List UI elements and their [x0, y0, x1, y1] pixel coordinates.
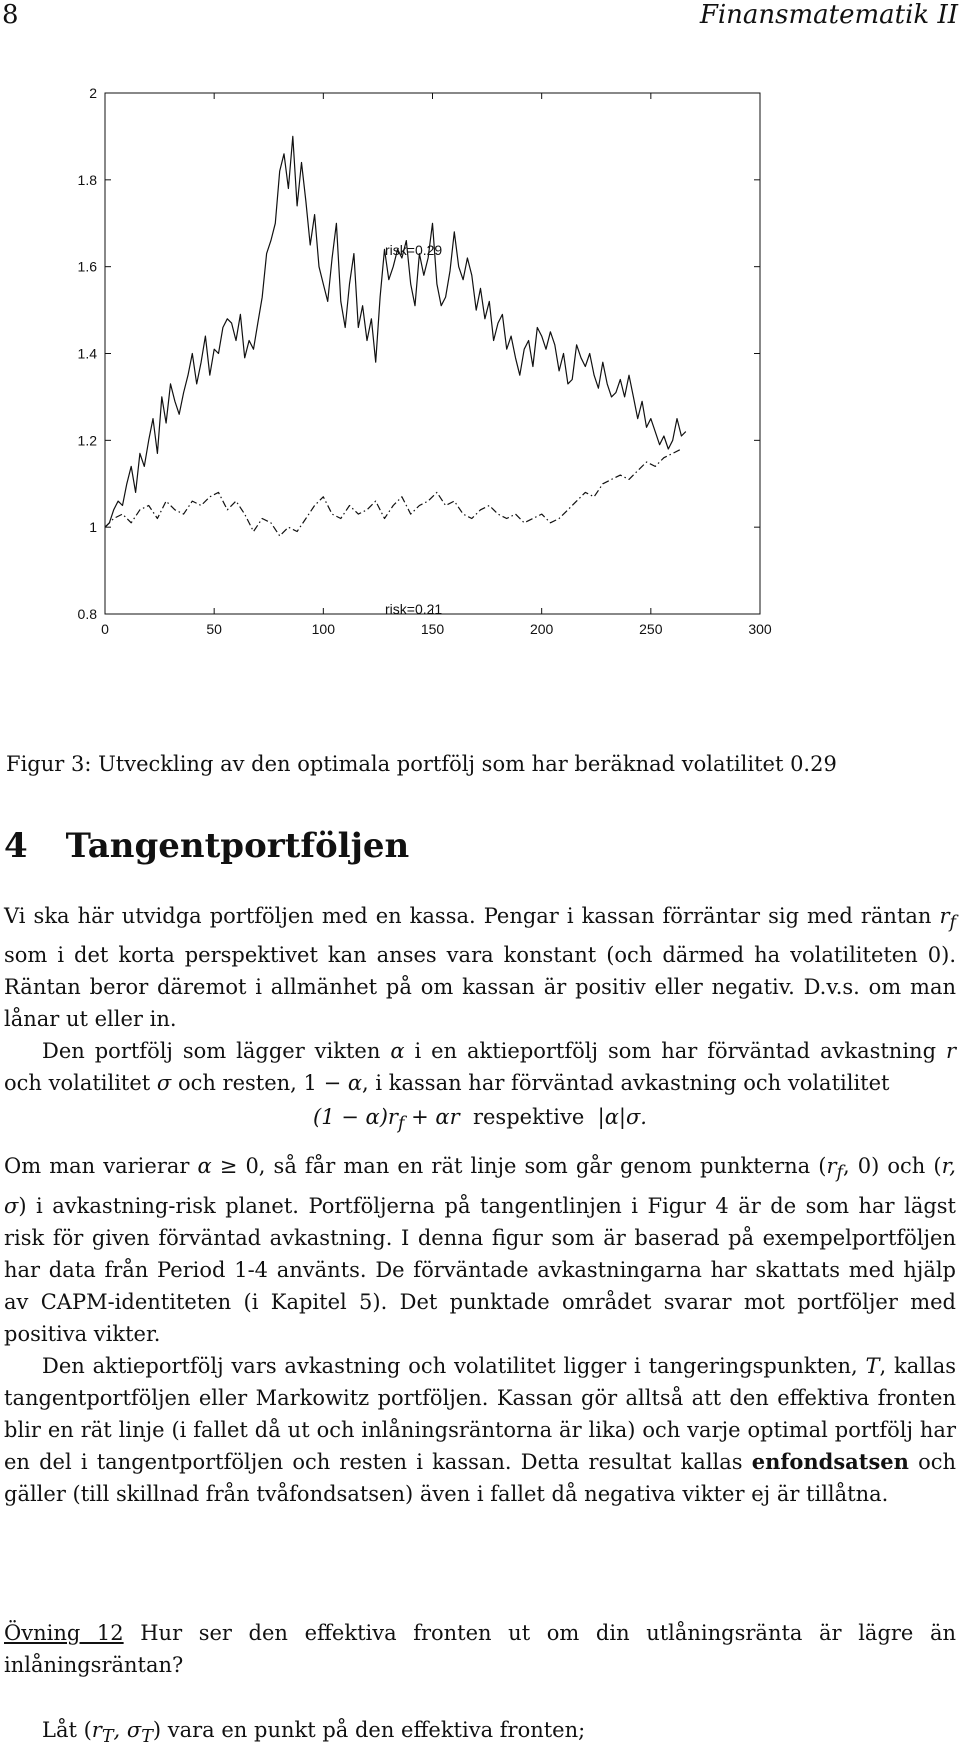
exercise-label: Övning 12 — [4, 1621, 124, 1645]
y-tick-label: 1.2 — [77, 432, 97, 449]
running-title: Finansmatematik II — [699, 0, 958, 30]
y-tick-label: 0.8 — [77, 606, 97, 622]
page-number: 8 — [2, 0, 19, 30]
x-tick-label: 100 — [311, 621, 336, 637]
paragraph-1: Vi ska här utvidga portföljen med en kassa. Pengar i kassan förräntar sig med räntan $r_f$ som i det korta perspektivet kan anses vara konstant (och därmed ha volatiliteten 0). Räntan beror däremot i allmänhet på om kassan är positiv eller negativ. D.v.s. om man lånar ut eller in. — [4, 904, 956, 1032]
y-tick-label: 1.8 — [77, 171, 97, 188]
x-tick-label: 0 — [101, 621, 109, 637]
x-tick-label: 200 — [529, 621, 554, 637]
exercise-12: Övning 12 Hur ser den effektiva fronten ut om din utlåningsränta är lägre än inlåningsräntan? — [4, 1621, 956, 1677]
final-line: Låt ($r_T$, $\sigma_T$) vara en punkt på den effektiva fronten; — [42, 1718, 586, 1748]
y-tick-label: 1.4 — [77, 345, 97, 362]
page-header — [0, 0, 960, 36]
series-line-risk-021 — [105, 449, 681, 536]
y-tick-label: 1.6 — [77, 258, 97, 275]
equation: $(1 - \alpha)r_f + \alpha r$ respektive |α|σ. — [313, 1105, 647, 1135]
paragraph-4: Den aktieportfölj vars avkastning och volatilitet ligger i tangeringspunkten, T, kallas tangentportföljen eller Markowitz portföljen. Kassan gör alltså att den effektiva fronten blir en rät linje (i fallet då ut och inlåningsräntorna är lika) och varje optimal portfölj har en del i tangentportföljen och resten i kassan. Detta resultat kallas enfondsatsen och gäller (till skillnad från tvåfondsatsen) även i fallet då negativa vikter ej är tillåtna. — [4, 1353, 957, 1506]
plot-frame — [105, 93, 760, 614]
body-text — [4, 900, 956, 1510]
series-line-risk-029 — [105, 136, 686, 527]
x-tick-label: 250 — [639, 621, 663, 637]
x-tick-label: 50 — [206, 621, 222, 637]
y-tick-label: 1 — [89, 519, 97, 536]
section-heading — [4, 826, 409, 866]
section-number: 4 — [4, 826, 28, 866]
figure-3 — [0, 60, 960, 740]
annotation-risk-021: risk=0.21 — [385, 601, 443, 617]
line-chart — [0, 60, 960, 740]
y-tick-label: 2 — [89, 85, 97, 101]
x-tick-label: 300 — [748, 621, 772, 637]
paragraph-2: Den portfölj som lägger vikten α i en aktieportfölj som har förväntad avkastning r och volatilitet σ och resten, 1 − α, i kassan har förväntad avkastning och volatilitet — [4, 1039, 956, 1096]
section-title: Tangentportföljen — [65, 826, 410, 866]
paragraph-3: Om man varierar α ≥ 0, så får man en rät linje som går genom punkterna ($r_f$, 0) och (r, σ) i avkastning-risk planet. Portföljerna på tangentlinjen i Figur 4 är de som har lägst risk för given förväntad avkastning. I denna figur som är baserad på exempelportföljen har data från Period 1-4 använts. De förväntade avkastningarna har skattats med hjälp av CAPM-identiteten (i Kapitel 5). Det punktade området svarar mot portföljer med positiva vikter. — [4, 1154, 956, 1346]
figure-caption: Figur 3: Utveckling av den optimala portfölj som har beräknad volatilitet 0.29 — [6, 752, 837, 776]
annotation-risk-029: risk=0.29 — [385, 242, 443, 258]
x-tick-label: 150 — [420, 621, 445, 637]
